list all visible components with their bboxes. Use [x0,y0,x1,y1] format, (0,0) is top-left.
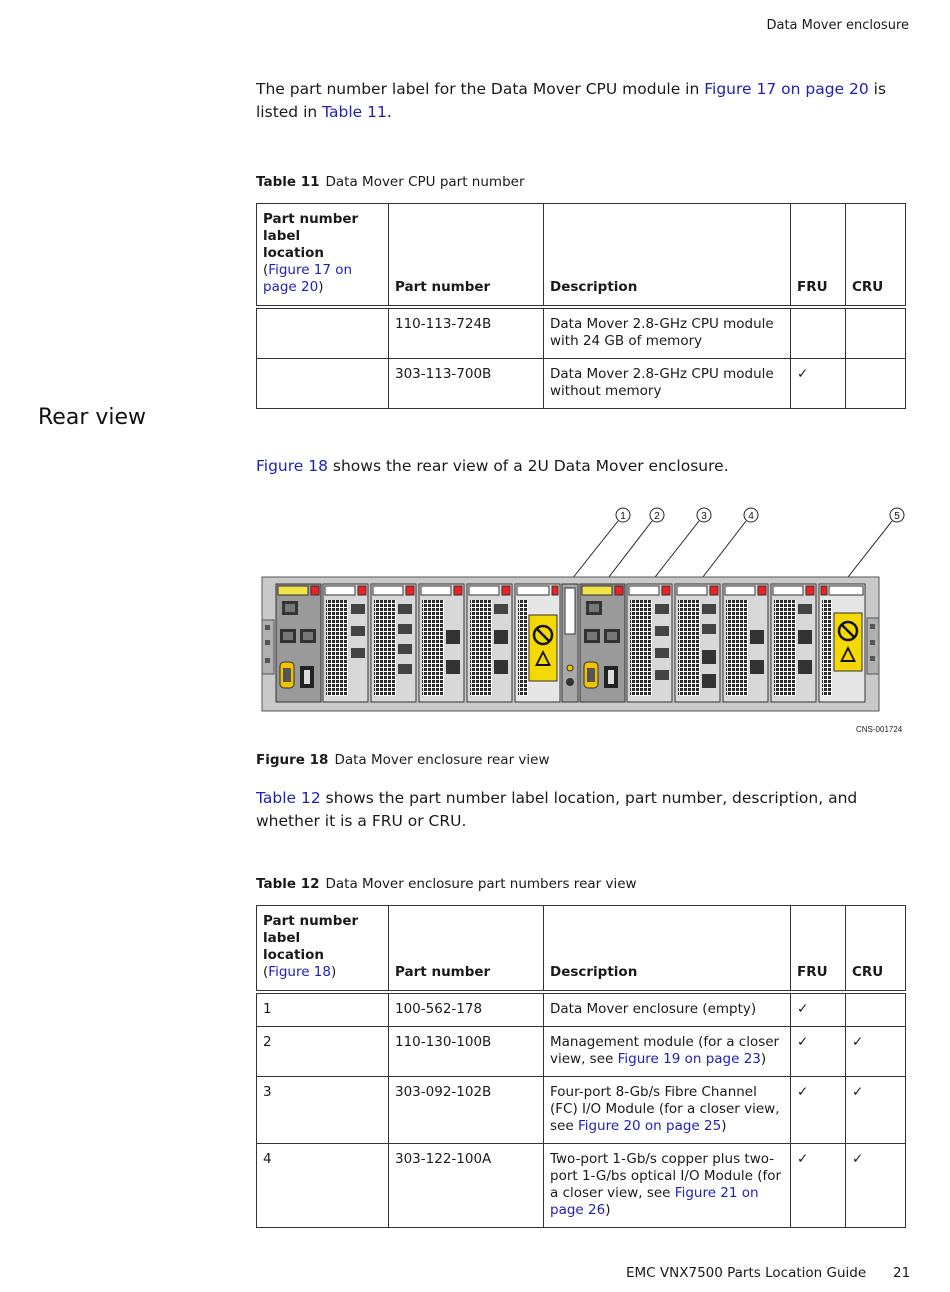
cell-cru: ✓ [846,1144,906,1228]
table11-caption [256,174,525,190]
table11 [256,203,906,409]
filler-panel-left [515,584,560,702]
cell-part-number: 100-562-178 [389,992,544,1027]
figure17-link[interactable]: Figure 17 on page 20 [704,80,869,98]
table12-intro [256,787,908,833]
table12-caption [256,876,637,892]
cell-description: Data Mover 2.8-GHz CPU module with 24 GB of memory [544,307,791,359]
table-row [257,359,906,409]
header-fru: FRU [791,906,846,993]
callout-3: 3 [701,511,707,522]
io-module [675,584,720,702]
figure18-intro-text: shows the rear view of a 2U Data Mover enclosure. [327,457,729,475]
header-location: Part number label location (Figure 18) [257,906,389,993]
callout-2: 2 [654,511,660,522]
io-module [771,584,816,702]
figure18-number: Figure 18 [256,752,329,768]
cell-location: 1 [257,992,389,1027]
figure-id-label: CNS-001724 [856,725,903,734]
io-module [419,584,464,702]
callout-1: 1 [620,511,626,522]
cell-location: 3 [257,1077,389,1144]
header-part-number: Part number [389,204,544,308]
header-description: Description [544,204,791,308]
table-header-row [257,906,906,993]
io-module [323,584,368,702]
header-part-number: Part number [389,906,544,993]
intro-text-middle: is listed in [256,80,887,121]
cell-location [257,359,389,409]
table-row [257,307,906,359]
cell-part-number: 110-113-724B [389,307,544,359]
cell-cru: ✓ [846,1077,906,1144]
callout-4: 4 [748,511,754,522]
table12-number: Table 12 [256,876,320,892]
cell-location [257,307,389,359]
figure18-link[interactable]: Figure 18 [256,457,328,475]
header-cru: CRU [846,204,906,308]
table-row [257,1077,906,1144]
cell-part-number: 303-122-100A [389,1144,544,1228]
table-row [257,1027,906,1077]
cell-description: Management module (for a closer view, see Figure 19 on page 23) [544,1027,791,1077]
section-heading: Rear view [38,405,147,430]
cell-part-number: 303-092-102B [389,1077,544,1144]
running-header: Data Mover enclosure [766,18,909,33]
table11-title: Data Mover CPU part number [325,174,525,190]
header-cru: CRU [846,906,906,993]
page-number: 21 [893,1265,911,1281]
management-module-right [580,584,625,702]
figure21-link[interactable]: Figure 21 on page 26 [550,1185,759,1218]
cell-cru [846,307,906,359]
intro-text: The part number label for the Data Mover CPU module in [256,80,705,98]
cell-description: Two-port 1-Gb/s copper plus two-port 1-G/bs optical I/O Module (for a closer view, see Figure 21 on page 26) [544,1144,791,1228]
table12-title: Data Mover enclosure part numbers rear view [325,876,637,892]
table-row [257,992,906,1027]
cell-part-number: 303-113-700B [389,359,544,409]
cell-location: 2 [257,1027,389,1077]
enclosure-rear-view-illustration [256,500,908,720]
io-module [467,584,512,702]
cell-description: Data Mover 2.8-GHz CPU module without memory [544,359,791,409]
figure20-link[interactable]: Figure 20 on page 25 [577,1118,722,1134]
table-row [257,1144,906,1228]
cell-cru [846,359,906,409]
cell-fru: ✓ [791,1144,846,1228]
cell-fru: ✓ [791,1077,846,1144]
table12-link[interactable]: Table 12 [256,789,321,807]
table11-link[interactable]: Table 11 [322,103,387,121]
cell-fru [791,307,846,359]
intro-text-end: . [386,103,392,121]
io-module [371,584,416,702]
header-location: Part number label location (Figure 17 on page 20) [257,204,389,308]
cell-fru: ✓ [791,359,846,409]
cell-fru: ✓ [791,992,846,1027]
filler-panel-right [819,584,865,702]
cell-cru [846,992,906,1027]
figure18-title: Data Mover enclosure rear view [334,752,550,768]
io-module [723,584,768,702]
io-module [627,584,672,702]
cell-description: Data Mover enclosure (empty) [544,992,791,1027]
cell-description: Four-port 8-Gb/s Fibre Channel (FC) I/O Module (for a closer view, see Figure 20 on page 25) [544,1077,791,1144]
figure18-header-link[interactable]: Figure 18 [268,964,331,980]
figure17-header-link[interactable]: Figure 17 on page 20 [263,262,353,295]
management-module-left [276,584,321,702]
table-header-row [257,204,906,308]
figure18-intro [256,455,908,478]
header-fru: FRU [791,204,846,308]
table12-intro-text: shows the part number label location, part number, description, and whether it is a FRU or CRU. [256,789,858,830]
intro-paragraph [256,78,908,124]
cell-cru: ✓ [846,1027,906,1077]
cell-part-number: 110-130-100B [389,1027,544,1077]
footer-title: EMC VNX7500 Parts Location Guide [626,1265,867,1281]
header-description: Description [544,906,791,993]
table12 [256,905,906,1228]
cell-fru: ✓ [791,1027,846,1077]
figure19-link[interactable]: Figure 19 on page 23 [617,1051,761,1067]
figure18-caption [256,752,550,768]
callout-5: 5 [894,511,900,522]
table11-number: Table 11 [256,174,320,190]
cell-location: 4 [257,1144,389,1228]
